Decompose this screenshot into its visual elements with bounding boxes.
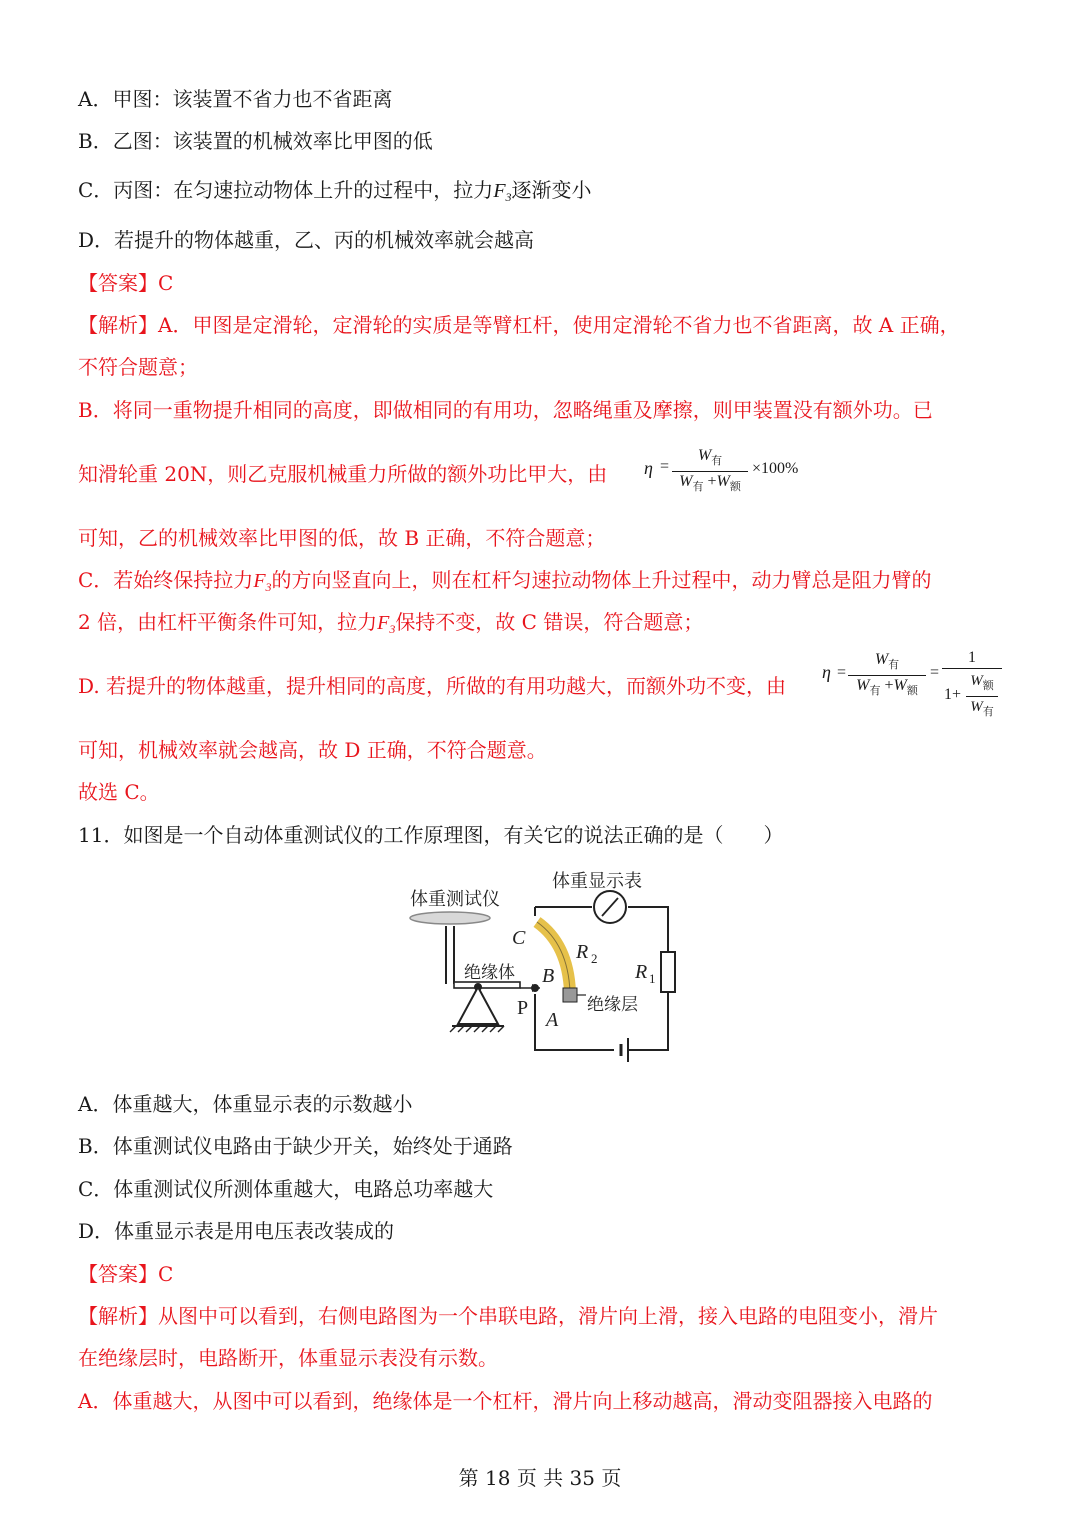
numerator bbox=[848, 650, 926, 676]
numerator-one: 1 bbox=[942, 648, 1002, 669]
q11-stem: 11．如图是一个自动体重测试仪的工作原理图，有关它的说法正确的是（ ） bbox=[78, 823, 784, 847]
label-insulator: 绝缘体 bbox=[464, 963, 515, 983]
equals-sign-2: = bbox=[930, 664, 940, 681]
q10-exp-line-4: 知滑轮重 20N，则乙克服机械重力所做的额外功比甲大，由 bbox=[78, 462, 608, 486]
equals-sign: = bbox=[837, 664, 847, 681]
sub-you: 有 bbox=[869, 685, 881, 697]
plus-sign: + bbox=[884, 677, 894, 694]
weight-tester-circuit-diagram bbox=[400, 864, 700, 1074]
q11-exp-line-3: A．体重越大，从图中可以看到，绝缘体是一个杠杆，滑片向上移动越高，滑动变阻器接入电路的 bbox=[78, 1389, 933, 1413]
fraction bbox=[672, 446, 748, 497]
wire-top-right bbox=[628, 907, 668, 952]
inner-fraction bbox=[966, 671, 998, 722]
q10-exp-line-1: 【解析】A．甲图是定滑轮，定滑轮的实质是等臂杠杆，使用定滑轮不省力也不省距离，故 A 正确， bbox=[78, 313, 960, 337]
numerator bbox=[672, 446, 748, 472]
w-letter: W bbox=[697, 447, 712, 464]
f-sub: 3 bbox=[505, 190, 512, 204]
label-weight-tester: 体重测试仪 bbox=[410, 889, 500, 910]
label-b: B bbox=[542, 965, 555, 987]
eta-symbol: η bbox=[644, 458, 653, 478]
w-letter: W bbox=[679, 473, 693, 490]
insulating-layer-block bbox=[563, 988, 577, 1002]
denominator bbox=[672, 472, 748, 497]
sub-you: 有 bbox=[711, 455, 723, 467]
q10-option-c-end: 逐渐变小 bbox=[511, 178, 592, 202]
label-p: P bbox=[517, 997, 529, 1019]
q10-exp-line-5: 可知，乙的机械效率比甲图的低，故 B 正确，不符合题意； bbox=[78, 526, 606, 550]
q10-option-b: B．乙图：该装置的机械效率比甲图的低 bbox=[78, 129, 433, 153]
f3-symbol bbox=[493, 180, 511, 202]
sub-you: 有 bbox=[982, 706, 994, 718]
q11-exp-line-2: 在绝缘层时，电路断开，体重显示表没有示数。 bbox=[78, 1346, 498, 1370]
label-a: A bbox=[546, 1009, 559, 1031]
eta-symbol: η bbox=[822, 662, 831, 682]
q11-option-b: B．体重测试仪电路由于缺少开关，始终处于通路 bbox=[78, 1134, 513, 1158]
inner-numerator bbox=[966, 671, 998, 697]
efficiency-formula-1 bbox=[640, 444, 820, 504]
percent-factor: ×100% bbox=[752, 460, 799, 477]
resistor-r1 bbox=[661, 952, 675, 992]
label-r2-sub: 2 bbox=[591, 951, 598, 966]
inner-denominator bbox=[966, 697, 998, 722]
exp6-text-b: 的方向竖直向上，则在杠杆匀速拉动物体上升过程中，动力臂总是阻力臂的 bbox=[271, 568, 932, 592]
sub-e: 额 bbox=[982, 680, 994, 692]
compound-denominator bbox=[942, 669, 1002, 721]
w-letter: W bbox=[970, 673, 983, 689]
f-sub: 3 bbox=[389, 622, 396, 636]
q11-answer: 【答案】C bbox=[78, 1262, 174, 1286]
weighing-tray bbox=[410, 912, 490, 924]
q11-option-c: C．体重测试仪所测体重越大，电路总功率越大 bbox=[78, 1177, 494, 1201]
sub-e: 额 bbox=[729, 481, 741, 493]
pivot-support bbox=[458, 987, 498, 1024]
w-letter: W bbox=[856, 677, 870, 694]
label-r1: R bbox=[635, 961, 648, 983]
q10-exp-line-10: 故选 C。 bbox=[78, 780, 160, 804]
q10-exp-line-2: 不符合题意； bbox=[78, 355, 198, 379]
label-r1-sub: 1 bbox=[649, 971, 656, 986]
fraction-right bbox=[942, 648, 1002, 721]
q10-option-d: D．若提升的物体越重，乙、丙的机械效率就会越高 bbox=[78, 228, 535, 252]
w-letter: W bbox=[874, 651, 889, 668]
plus-sign: + bbox=[707, 473, 717, 490]
w-letter: W bbox=[716, 473, 730, 490]
f-letter: F bbox=[493, 180, 506, 202]
f-letter: F bbox=[377, 612, 390, 634]
sub-you: 有 bbox=[692, 481, 704, 493]
q10-answer: 【答案】C bbox=[78, 271, 174, 295]
slider-p-dot bbox=[532, 985, 538, 991]
efficiency-formula-2 bbox=[818, 644, 1008, 728]
q10-exp-line-3: B．将同一重物提升相同的高度，即做相同的有用功，忽略绳重及摩擦，则甲装置没有额外功。已 bbox=[78, 398, 933, 422]
exp7-text-b: 保持不变，故 C 错误，符合题意； bbox=[395, 610, 704, 634]
exp7-text-a: 2 倍，由杠杆平衡条件可知，拉力 bbox=[78, 610, 378, 634]
f-sub: 3 bbox=[265, 580, 272, 594]
q10-exp-line-9: 可知，机械效率就会越高，故 D 正确，不符合题意。 bbox=[78, 738, 547, 762]
q10-option-c-text: C．丙图：在匀速拉动物体上升的过程中，拉力 bbox=[78, 178, 494, 202]
q11-exp-line-1: 【解析】从图中可以看到，右侧电路图为一个串联电路，滑片向上滑，接入电路的电阻变小，滑片 bbox=[78, 1304, 938, 1328]
f3-symbol bbox=[377, 612, 395, 634]
fraction-left bbox=[848, 650, 926, 701]
label-r2: R bbox=[576, 941, 589, 963]
w-letter: W bbox=[893, 677, 907, 694]
w-letter: W bbox=[970, 699, 983, 715]
q10-option-c bbox=[78, 177, 592, 210]
sub-e: 额 bbox=[906, 685, 918, 697]
q10-exp-line-7 bbox=[78, 609, 703, 642]
label-insulating-layer: 绝缘层 bbox=[587, 995, 638, 1015]
f3-symbol bbox=[253, 570, 271, 592]
q10-exp-line-6 bbox=[78, 567, 932, 600]
one-plus: 1+ bbox=[944, 686, 962, 703]
equals-sign: = bbox=[660, 458, 670, 475]
q10-option-a: A．甲图：该装置不省力也不省距离 bbox=[78, 87, 393, 111]
page-footer: 第 18 页 共 35 页 bbox=[458, 1466, 622, 1490]
exp6-text-a: C．若始终保持拉力 bbox=[78, 568, 254, 592]
f-letter: F bbox=[253, 570, 266, 592]
q11-option-a: A．体重越大，体重显示表的示数越小 bbox=[78, 1092, 413, 1116]
sub-you: 有 bbox=[888, 659, 900, 671]
q11-option-d: D．体重显示表是用电压表改装成的 bbox=[78, 1219, 395, 1243]
q10-exp-line-8: D. 若提升的物体越重，提升相同的高度，所做的有用功越大，而额外功不变，由 bbox=[78, 674, 787, 698]
label-weight-meter: 体重显示表 bbox=[552, 871, 642, 892]
label-c: C bbox=[512, 927, 526, 949]
denominator bbox=[848, 676, 926, 701]
